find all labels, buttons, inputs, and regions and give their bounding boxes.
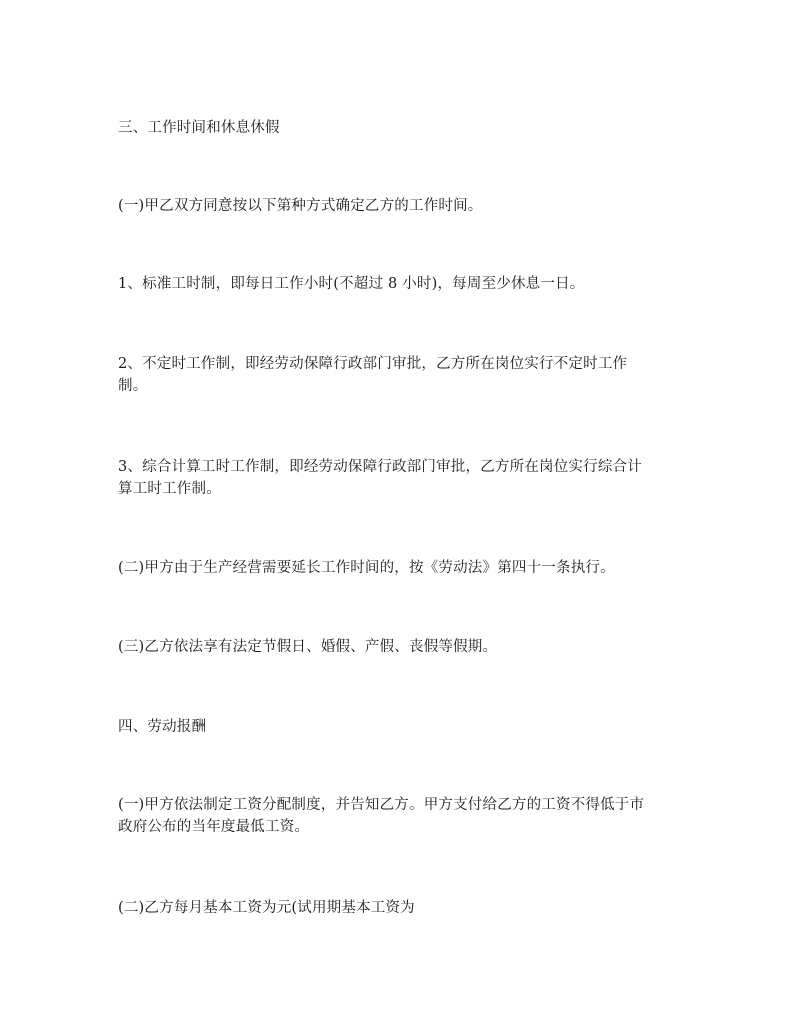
text-line: 1、标准工时制，即每日工作小时(不超过 8 小时)，每周至少休息一日。 [118, 276, 585, 292]
paragraph-basic-wage [118, 897, 688, 919]
text-line: 四、劳动报酬 [118, 719, 207, 735]
paragraph-standard-hours [118, 273, 688, 295]
text-line: (一)甲方依法制定工资分配制度，并告知乙方。甲方支付给乙方的工资不得低于市 [118, 797, 645, 813]
paragraph-wage-system [118, 794, 688, 838]
paragraph-work-time-agreement [118, 195, 688, 217]
text-line: 三、工作时间和休息休假 [118, 120, 280, 136]
text-line: (二)甲方由于生产经营需要延长工作时间的，按《劳动法》第四十一条执行。 [118, 560, 615, 576]
text-line: (二)乙方每月基本工资为元(试用期基本工资为 [118, 900, 415, 916]
paragraph-comprehensive-hours [118, 456, 688, 500]
text-line: 算工时工作制。 [118, 481, 221, 497]
paragraph-flexible-hours [118, 353, 688, 397]
paragraph-overtime [118, 557, 688, 579]
paragraph-holidays [118, 636, 688, 658]
text-line: 政府公布的当年度最低工资。 [118, 819, 310, 835]
text-line: (一)甲乙双方同意按以下第种方式确定乙方的工作时间。 [118, 198, 483, 214]
text-line: 3、综合计算工时工作制，即经劳动保障行政部门审批，乙方所在岗位实行综合计 [118, 459, 642, 475]
text-line: 2、不定时工作制，即经劳动保障行政部门审批，乙方所在岗位实行不定时工作 [118, 356, 628, 372]
section-heading-work-time [118, 117, 688, 139]
section-heading-compensation [118, 716, 688, 738]
text-line: 制。 [118, 378, 148, 394]
text-line: (三)乙方依法享有法定节假日、婚假、产假、丧假等假期。 [118, 639, 498, 655]
